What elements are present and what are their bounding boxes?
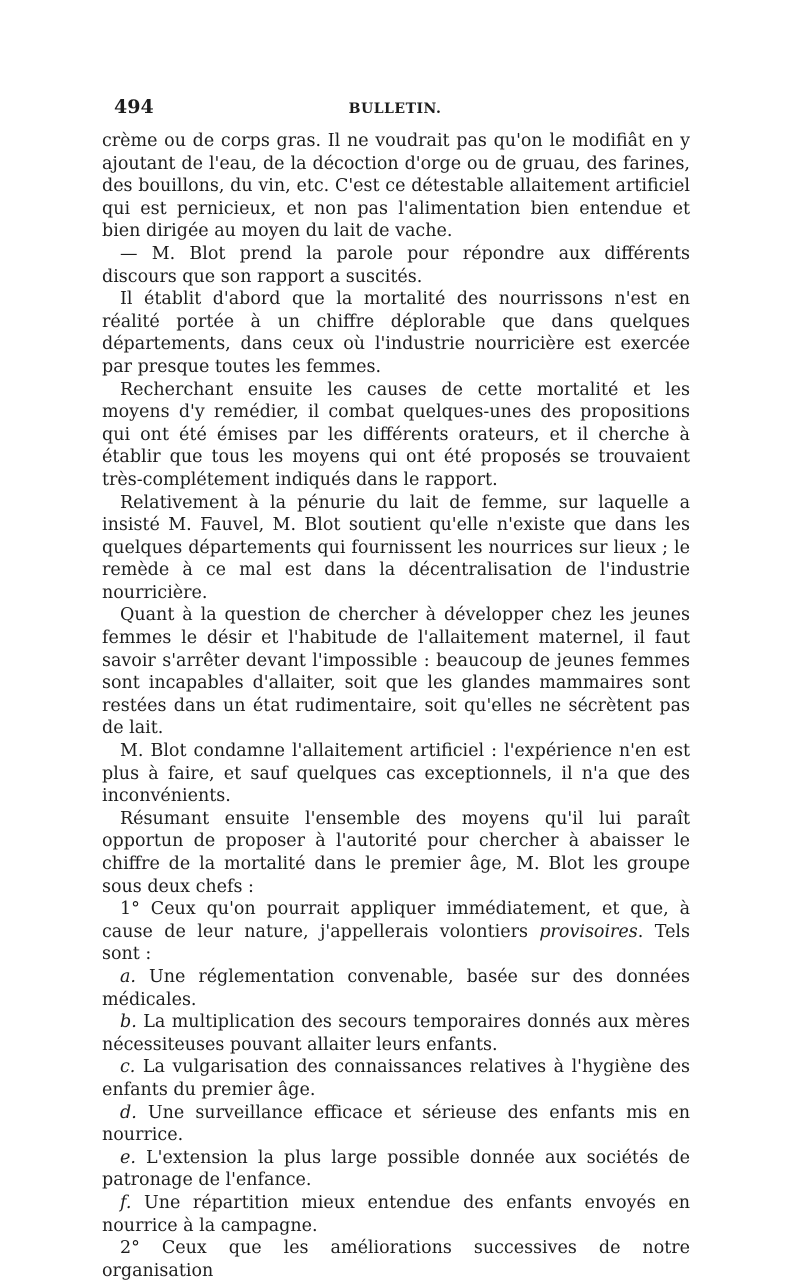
item-letter: e.: [120, 1147, 136, 1168]
item-letter: d.: [120, 1102, 137, 1123]
item-text: La vulgarisation des connaissances relatives à l'hygiène des enfants du premier âge.: [102, 1057, 690, 1100]
item-text: L'extension la plus large possible donnée aux sociétés de patronage de l'enfance.: [102, 1147, 690, 1191]
item-letter: a.: [120, 966, 136, 987]
list-item: [102, 1011, 690, 1056]
running-title: BULLETIN.: [348, 101, 442, 117]
item-text: Une réglementation convenable, basée sur des données médicales.: [102, 966, 690, 1010]
list-item: [102, 1147, 690, 1192]
paragraph-maternal-nursing: Quant à la question de chercher à développer chez les jeunes femmes le désir et l'habitude de l'allaitement maternel, il faut savoir s'arrêter devant l'impossible : beaucoup de jeunes femmes sont incapables d'allaiter, soit que les glandes mammaires sont restées dans un état rudimentaire, soit qu'elles ne sécrètent pas de lait.: [102, 605, 690, 739]
item-text: Une répartition mieux entendue des enfants envoyés en nourrice à la campagne.: [102, 1192, 690, 1236]
list-item: [102, 966, 690, 1011]
item-letter: c.: [120, 1057, 136, 1078]
paragraph-summary: Résumant ensuite l'ensemble des moyens qu'il lui paraît opportun de proposer à l'autorité pour chercher à abaisser le chiffre de la mortalité dans le premier âge, M. Blot les groupe sous deux chefs :: [102, 808, 690, 897]
paragraph-mortality: Il établit d'abord que la mortalité des nourrissons n'est en réalité portée à un chiffre déplorable que dans quelques départements, dans ceux où l'industrie nourricière est exercée par presque toutes les femmes.: [102, 289, 690, 377]
point-one-emphasis: provisoires: [539, 921, 638, 942]
point-one-lead: 1° Ceux qu'on pourrait appliquer immédiatement, et que, à cause de leur nature, j'appellerais volontiers: [102, 899, 690, 942]
paragraph-continuation: crème ou de corps gras. Il ne voudrait pas qu'on le modifiât en y ajoutant de l'eau, de la décoction d'orge ou de gruau, des farines, des bouillons, du vin, etc. C'est ce détestable allaitement artificiel qui est pernicieux, et non pas l'alimentation bien entendue et bien dirigée au moyen du lait de vache.: [102, 131, 690, 242]
point-one: [102, 898, 690, 966]
page-header: [100, 96, 690, 126]
item-letter: b.: [120, 1012, 137, 1033]
page-number: 494: [114, 96, 154, 118]
item-letter: f.: [120, 1192, 132, 1213]
paragraph-artificial-feeding: M. Blot condamne l'allaitement artificiel : l'expérience n'en est plus à faire, et sauf quelques cas exceptionnels, il n'a que des inconvénients.: [102, 741, 690, 807]
paragraph-penury: Relativement à la pénurie du lait de femme, sur laquelle a insisté M. Fauvel, M. Blot soutient qu'elle n'existe que dans les quelques départements qui fournissent les nourrices sur lieux ; le remède à ce mal est dans la décentralisation de l'industrie nourricière.: [102, 492, 690, 603]
paragraph-causes: Recherchant ensuite les causes de cette mortalité et les moyens d'y remédier, il combat quelques-unes des propositions qui ont été émises par les différents orateurs, et il cherche à établir que tous les moyens qui ont été proposés se trouvaient très-complétement indiqués dans le rapport.: [102, 379, 690, 490]
item-text: Une surveillance efficace et sérieuse des enfants mis en nourrice.: [102, 1102, 690, 1146]
item-text: La multiplication des secours temporaires donnés aux mères nécessiteuses pouvant allaiter leurs enfants.: [102, 1012, 690, 1055]
body-text: [100, 130, 690, 1282]
document-page: [100, 96, 691, 1281]
list-item: [102, 1102, 690, 1147]
point-one-tail: . Tels sont :: [102, 921, 691, 965]
list-item: [102, 1056, 690, 1101]
point-two: 2° Ceux que les améliorations successives de notre organisation: [102, 1238, 690, 1281]
paragraph-blot-response: — M. Blot prend la parole pour répondre aux différents discours que son rapport a suscités.: [102, 243, 690, 287]
